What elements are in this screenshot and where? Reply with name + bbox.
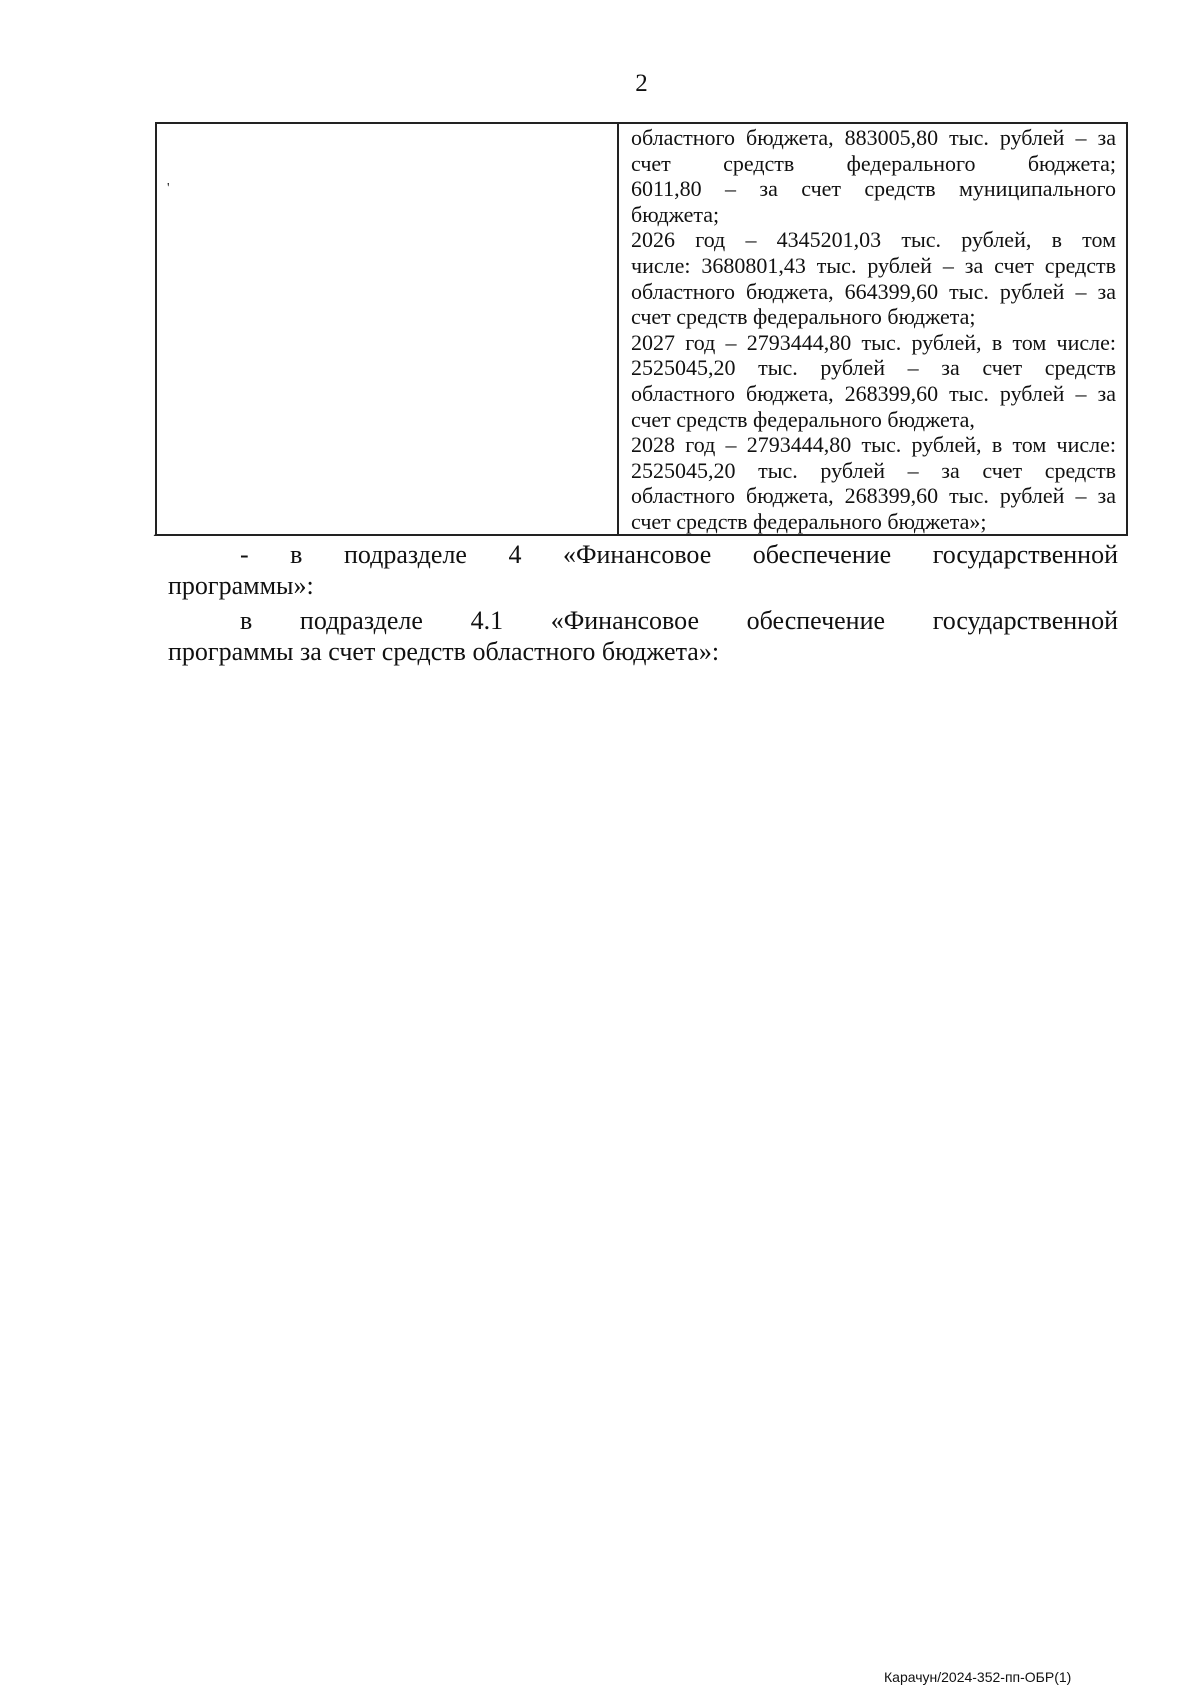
document-code: Карачун/2024-352-пп-ОБР(1) (884, 1669, 1072, 1685)
table-text-line: областного бюджета, 268399,60 тыс. рублей – за (631, 483, 1116, 509)
table-text-line: счет средств федерального бюджета»; (631, 508, 987, 534)
table-text-line: бюджета; (631, 201, 720, 227)
page-number: 2 (635, 70, 648, 97)
table-left-cell (153, 124, 619, 539)
table-text-line: 2026 год – 4345201,03 тыс. рублей, в том (631, 227, 1116, 253)
paragraph-subsection-4-1 (168, 605, 1118, 667)
paragraph-line: в подразделе 4.1 «Финансовое обеспечение государственной (240, 606, 1118, 635)
table-text-line: областного бюджета, 268399,60 тыс. рублей – за (631, 380, 1116, 406)
stray-mark: ' (167, 181, 170, 196)
table-text-line: счет средств федерального бюджета; (631, 304, 976, 330)
table-text-line: 2525045,20 тыс. рублей – за счет средств (631, 355, 1116, 381)
table-text-line: числе: 3680801,43 тыс. рублей – за счет средств (631, 252, 1116, 278)
table-text-line: 2028 год – 2793444,80 тыс. рублей, в том числе: (631, 432, 1116, 458)
table-text-line: 2525045,20 тыс. рублей – за счет средств (631, 457, 1116, 483)
paragraph-line: программы»: (168, 571, 314, 600)
paragraph-line: - в подразделе 4 «Финансовое обеспечение государственной (240, 540, 1118, 569)
stray-mark: . (153, 525, 156, 539)
paragraph-subsection-4 (168, 539, 1118, 601)
table-text-line: 2027 год – 2793444,80 тыс. рублей, в том числе: (631, 329, 1116, 355)
table-text-line: счет средств федерального бюджета, (631, 406, 975, 432)
table-right-cell (619, 124, 1126, 534)
paragraph-line: программы за счет средств областного бюджета»: (168, 637, 720, 666)
table-text-line: счет средств федерального бюджета; (631, 150, 1116, 176)
budget-table (153, 122, 1128, 539)
table-text-line: областного бюджета, 883005,80 тыс. рублей – за (631, 125, 1116, 150)
table-text-line: областного бюджета, 664399,60 тыс. рублей – за (631, 278, 1116, 304)
table-text-line: 6011,80 – за счет средств муниципального (631, 176, 1116, 202)
